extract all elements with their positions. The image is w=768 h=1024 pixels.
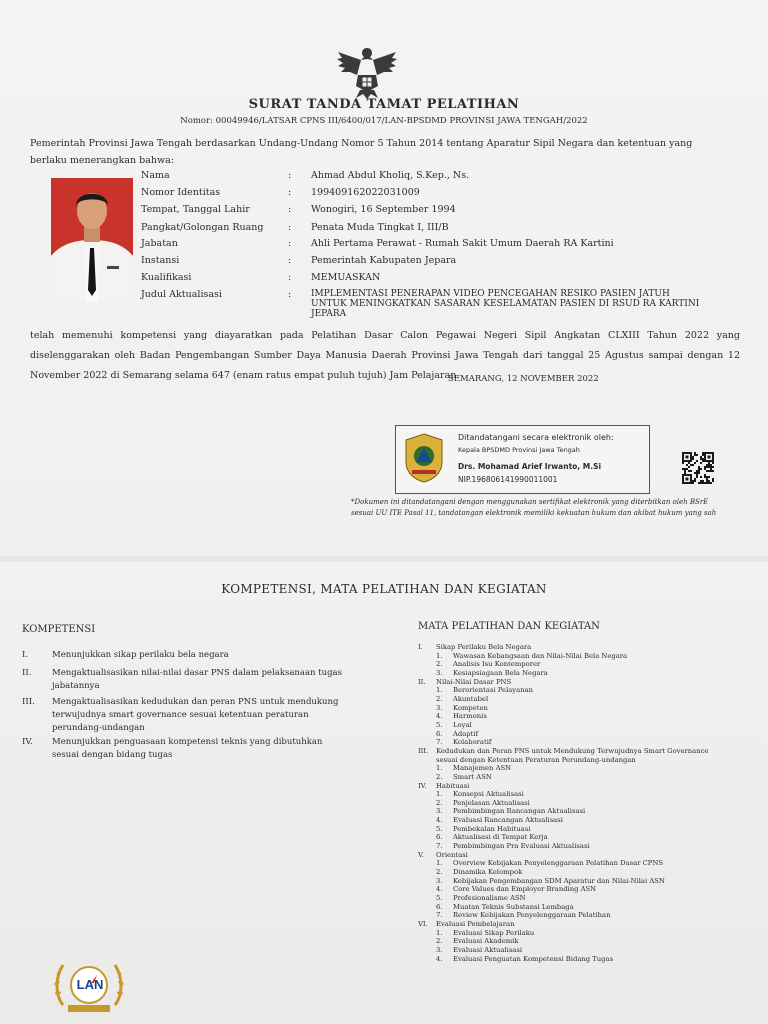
- field-value-jabatan: Ahli Pertama Perawat - Rumah Sakit Umum Daerah RA Kartini: [311, 238, 614, 249]
- kompetensi-text: Mengaktualisasikan kedudukan dan peran PNS untuk mendukung terwujudnya smart governance sesuai ketentuan peraturan perundang-undangan: [52, 697, 339, 733]
- mata-item-number: 6.: [436, 833, 443, 842]
- mata-item: [418, 833, 758, 842]
- kompetensi-text: Mengaktualisasikan nilai-nilai dasar PNS dalam pelaksanaan tugas jabatannya: [52, 668, 342, 691]
- mata-section-number: I.: [418, 643, 423, 651]
- field-value-pangkat: Penata Muda Tingkat I, III/B: [311, 222, 449, 233]
- place-date: SEMARANG, 12 NOVEMBER 2022: [448, 374, 599, 384]
- field-label-jabatan: Jabatan: [141, 238, 178, 249]
- field-value-judul-line3: JEPARA: [311, 309, 347, 319]
- completion-statement: telah memenuhi kompetensi yang diayaratkan pada Pelatihan Dasar Calon Pegawai Negeri Sipil Angkatan CLXIII Tahun 2022 yang diselenggarakan oleh Badan Pengembangan Sumber Daya Manusia Daerah Provinsi Jawa Tengah dari tanggal 25 Agustus sampai dengan 12 November 2022 di Semarang selama 647 (enam ratus empat puluh tujuh) Jam Pelajaran.: [30, 330, 740, 381]
- intro-text: Pemerintah Provinsi Jawa Tengah berdasarkan Undang-Undang Nomor 5 Tahun 2014 tentang Aparatur Sipil Negara dan ketentuan yang berlaku menerangkan bahwa:: [30, 138, 693, 166]
- field-value-nomor-identitas: 199409162022031009: [311, 187, 420, 198]
- mata-item: [418, 877, 758, 886]
- mata-section-title: Kedudukan dan Peran PNS untuk Mendukung Terwujudnya Smart Governance: [436, 746, 709, 755]
- page2-heading: KOMPETENSI, MATA PELATIHAN DAN KEGIATAN: [221, 582, 547, 596]
- field-colon: :: [288, 272, 292, 283]
- field-colon: :: [288, 204, 292, 215]
- mata-item-number: 2.: [436, 798, 443, 807]
- field-value-judul-line2: UNTUK MENINGKATKAN SASARAN KESELAMATAN PASIEN DI RSUD RA KARTINI: [311, 299, 700, 309]
- mata-item: [418, 773, 758, 782]
- mata-item-number: 1.: [436, 928, 443, 937]
- mata-item-number: 5.: [436, 894, 443, 903]
- mata-item: [418, 859, 758, 868]
- mata-item-number: 3.: [436, 876, 443, 885]
- mata-item-text: Akuntabel: [453, 694, 489, 703]
- mata-item-number: 1.: [436, 859, 443, 868]
- mata-item: [418, 894, 758, 903]
- mata-item-number: 1.: [436, 790, 443, 799]
- mata-section-title: Nilai-Nilai Dasar PNS: [436, 677, 512, 686]
- mata-item-text: Dinamika Kelompok: [453, 868, 523, 877]
- field-label-nomor-identitas: Nomor Identitas: [141, 187, 221, 198]
- mata-item-number: 6.: [436, 902, 443, 911]
- kompetensi-item: [22, 667, 352, 693]
- mata-item-number: 2.: [436, 868, 443, 877]
- mata-item: [418, 669, 758, 678]
- mata-item: [418, 937, 758, 946]
- mata-item: [418, 652, 758, 661]
- mata-section-number: III.: [418, 746, 429, 755]
- mata-item-number: 2.: [436, 660, 443, 669]
- mata-item-text: Kesiapsiagaan Bela Negara: [453, 668, 548, 677]
- mata-item-text: Evaluasi Akademik: [453, 937, 519, 946]
- mata-item: [418, 825, 758, 834]
- signature-signed-by: Ditandatangani secara elektronik oleh:: [458, 433, 614, 442]
- mata-item-text: Pembimbingan Rancangan Aktualisasi: [453, 807, 586, 816]
- mata-item-text: Core Values dan Employer Branding ASN: [453, 885, 597, 894]
- mata-item-number: 7.: [436, 911, 443, 920]
- mata-item-number: 3.: [436, 945, 443, 954]
- field-label-kualifikasi: Kualifikasi: [141, 272, 192, 283]
- mata-item-number: 1.: [436, 686, 443, 695]
- participant-photo: [51, 178, 133, 302]
- field-colon: :: [288, 187, 292, 198]
- mata-item-text: Kolaboratif: [453, 738, 492, 747]
- mata-item: [418, 955, 758, 964]
- mata-pelatihan-heading: MATA PELATIHAN DAN KEGIATAN: [418, 621, 600, 632]
- kompetensi-number: III.: [22, 697, 35, 707]
- mata-item: [418, 721, 758, 730]
- field-colon: :: [288, 222, 292, 233]
- mata-item: [418, 911, 758, 920]
- mata-item: [418, 946, 758, 955]
- signature-nip: NIP.196806141990011001: [458, 475, 558, 484]
- mata-item-number: 2.: [436, 937, 443, 946]
- kompetensi-heading: KOMPETENSI: [22, 624, 96, 635]
- kompetensi-item: [22, 736, 352, 762]
- mata-section-number: IV.: [418, 781, 427, 790]
- mata-pelatihan-list: [418, 643, 758, 963]
- mata-item-number: 6.: [436, 729, 443, 738]
- signature-footnote: *Dokumen ini ditandatangani dengan menggunakan sertifikat elektronik yang diterbitkan oleh BSrE sesuai UU ITE Pasal 11, tandatangan elektronik memiliki kekuatan hukum dan akibat hukum yang sah: [351, 498, 717, 517]
- kompetensi-number: I.: [22, 650, 29, 660]
- mata-item: [418, 704, 758, 713]
- mata-item-number: 1.: [436, 651, 443, 660]
- mata-item-text: Kebijakan Pengembangan SDM Aparatur dan Nilai-Nilai ASN: [453, 876, 665, 885]
- field-value-judul: IMPLEMENTASI PENERAPAN VIDEO PENCEGAHAN RESIKO PASIEN JATUH: [311, 289, 670, 299]
- field-value-nama: Ahmad Abdul Kholiq, S.Kep., Ns.: [311, 170, 470, 181]
- field-colon: :: [288, 170, 292, 181]
- jawa-tengah-crest-icon: [402, 432, 446, 484]
- mata-item-text: Loyal: [453, 720, 472, 729]
- mata-item: [418, 842, 758, 851]
- mata-item-text: Evaluasi Rancangan Aktualisasi: [453, 816, 563, 825]
- kompetensi-number: IV.: [22, 737, 33, 747]
- mata-item-text: Smart ASN: [453, 772, 492, 781]
- mata-item-number: 4.: [436, 954, 443, 963]
- mata-item-text: Berorientasi Pelayanan: [453, 686, 534, 695]
- mata-item-text: Wawasan Kebangsaan dan Nilai-Nilai Bela Negara: [453, 651, 628, 660]
- mata-section-title: Evaluasi Pembelajaran: [436, 920, 515, 928]
- mata-item: [418, 903, 758, 912]
- mata-item-text: Adaptif: [453, 729, 479, 738]
- mata-item-text: Evaluasi Sikap Perilaku: [453, 928, 535, 937]
- mata-item-number: 4.: [436, 885, 443, 894]
- field-colon: :: [288, 255, 292, 266]
- mata-item-text: Penjelasan Aktualisasi: [453, 798, 530, 807]
- mata-item-text: Pembekalan Habituasi: [453, 824, 531, 833]
- mata-section-number: II.: [418, 677, 426, 686]
- mata-section: [418, 851, 758, 860]
- qr-code-icon: [682, 452, 714, 484]
- mata-item-number: 5.: [436, 720, 443, 729]
- mata-item-number: 2.: [436, 772, 443, 781]
- mata-section: [418, 678, 758, 687]
- signature-name: Drs. Mohamad Arief Irwanto, M.Si: [458, 462, 602, 471]
- garuda-emblem-icon: [336, 42, 398, 100]
- mata-item: [418, 695, 758, 704]
- certificate-title: SURAT TANDA TAMAT PELATIHAN: [248, 97, 520, 112]
- mata-item: [418, 730, 758, 739]
- kompetensi-text: Menunjukkan sikap perilaku bela negara: [52, 650, 229, 660]
- mata-item-text: Manajemen ASN: [453, 764, 512, 773]
- mata-item-number: 3.: [436, 807, 443, 816]
- mata-item-text: Evaluasi Aktualisasi: [453, 945, 523, 954]
- mata-item: [418, 764, 758, 773]
- mata-item-number: 1.: [436, 764, 443, 773]
- mata-item-number: 7.: [436, 842, 443, 851]
- kompetensi-number: II.: [22, 668, 32, 678]
- mata-item-text: Muatan Teknis Substansi Lembaga: [453, 902, 574, 911]
- mata-item-text: Aktualisasi di Tempat Kerja: [453, 833, 548, 842]
- mata-item: [418, 868, 758, 877]
- mata-item-number: 7.: [436, 738, 443, 747]
- kompetensi-item: [22, 696, 352, 735]
- mata-section-number: VI.: [418, 920, 428, 928]
- mata-item: [418, 738, 758, 747]
- mata-item-number: 5.: [436, 824, 443, 833]
- field-label-pangkat: Pangkat/Golongan Ruang: [141, 222, 264, 233]
- field-label-ttl: Tempat, Tanggal Lahir: [141, 204, 250, 215]
- field-label-instansi: Instansi: [141, 255, 180, 266]
- mata-item: [418, 929, 758, 938]
- electronic-signature-box: [395, 425, 650, 494]
- mata-item: [418, 807, 758, 816]
- mata-item: [418, 686, 758, 695]
- field-label-judul: Judul Aktualisasi: [141, 289, 222, 300]
- mata-section: [418, 782, 758, 791]
- mata-item-number: 3.: [436, 703, 443, 712]
- mata-item-text: Evaluasi Penguatan Kompetensi Bidang Tugas: [453, 954, 614, 963]
- mata-item: [418, 790, 758, 799]
- mata-item-text: Overview Kebijakan Penyelenggaraan Pelatihan Dasar CPNS: [453, 859, 663, 868]
- mata-item: [418, 799, 758, 808]
- field-value-kualifikasi: MEMUASKAN: [311, 272, 381, 283]
- mata-item-text: Pembimbingan Pra Evaluasi Aktualisasi: [453, 842, 590, 851]
- mata-item-number: 4.: [436, 712, 443, 721]
- mata-item: [418, 712, 758, 721]
- mata-item-text: Harmonis: [453, 712, 487, 721]
- field-value-instansi: Pemerintah Kabupaten Jepara: [311, 255, 457, 266]
- mata-item-text: Kompeten: [453, 703, 488, 712]
- mata-section-title: Sikap Perilaku Bela Negara: [436, 643, 532, 651]
- certificate-number: Nomor: 00049946/LATSAR CPNS III/6400/017/LAN-BPSDMD PROVINSI JAWA TENGAH/2022: [180, 116, 588, 126]
- mata-item-text: Review Kebijakan Penyelenggaraan Pelatihan: [453, 911, 611, 920]
- mata-section: [418, 920, 758, 929]
- field-colon: :: [288, 238, 292, 249]
- mata-item: [418, 660, 758, 669]
- kompetensi-text: Menunjukkan penguasaan kompetensi teknis yang dibutuhkan sesuai dengan bidang tugas: [52, 737, 323, 760]
- mata-section-number: V.: [418, 850, 424, 859]
- field-label-nama: Nama: [141, 170, 170, 181]
- lan-logo-text: LAN: [76, 977, 104, 992]
- field-value-ttl: Wonogiri, 16 September 1994: [311, 204, 456, 215]
- mata-section-title-cont: sesuai dengan Ketentuan Peraturan Perundang-undangan: [436, 755, 636, 764]
- field-colon: :: [288, 289, 292, 300]
- mata-item: [418, 816, 758, 825]
- mata-item-number: 4.: [436, 816, 443, 825]
- mata-item: [418, 885, 758, 894]
- mata-item-text: Analisis Isu Kontemporer: [453, 660, 541, 669]
- mata-item-text: Konsepsi Aktualisasi: [453, 790, 524, 799]
- mata-item-number: 3.: [436, 668, 443, 677]
- mata-section-title: Habituasi: [436, 781, 470, 790]
- signature-position: Kepala BPSDMD Provinsi Jawa Tengah: [458, 446, 580, 454]
- mata-item-number: 2.: [436, 694, 443, 703]
- mata-section: [418, 747, 758, 756]
- mata-section-title: Orientasi: [436, 850, 468, 859]
- kompetensi-item: [22, 649, 352, 662]
- mata-section: [418, 643, 758, 652]
- mata-item-text: Profesionalisme ASN: [453, 894, 526, 903]
